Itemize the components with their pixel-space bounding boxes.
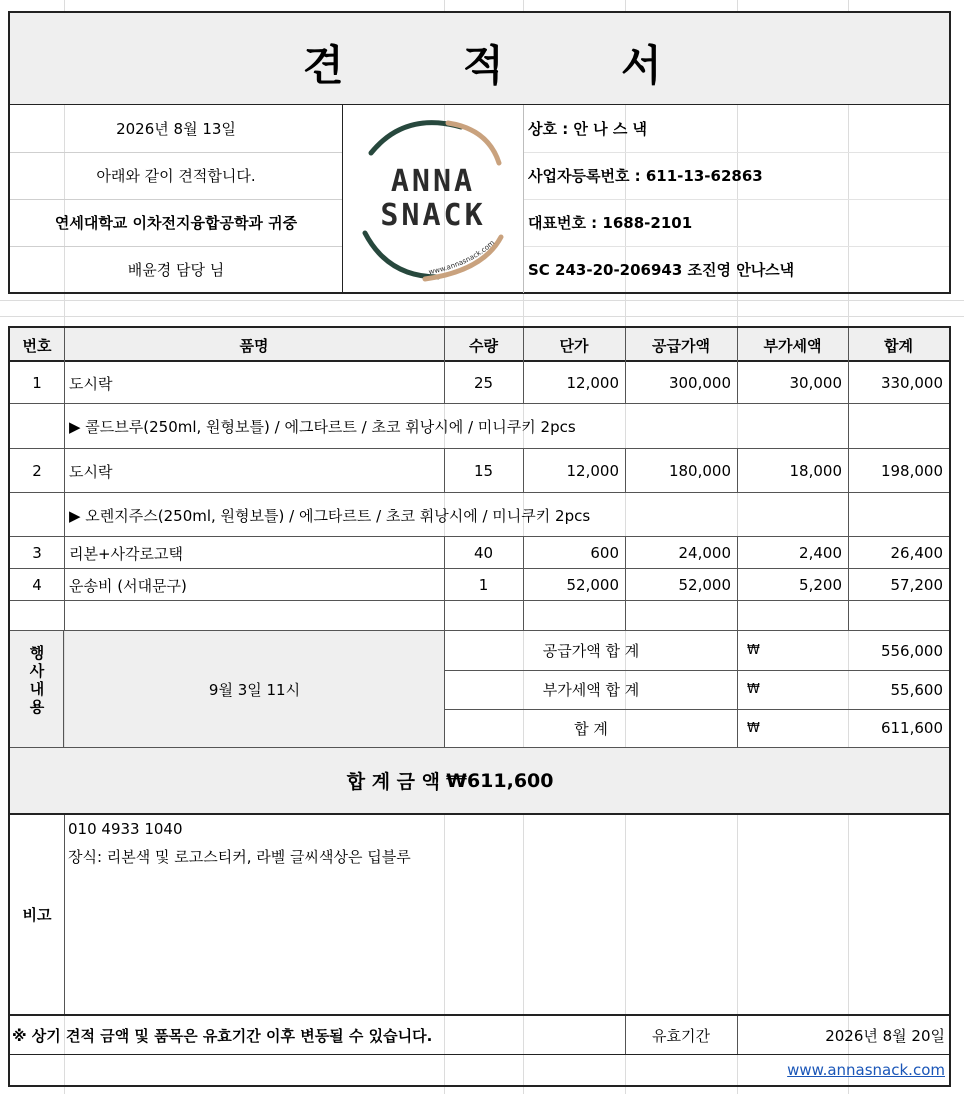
row-unit-price: 52,000: [566, 576, 619, 594]
row-vat-amount: 2,400: [799, 544, 842, 562]
title-char-1: 견: [303, 41, 344, 90]
row-unit-price: 12,000: [566, 374, 619, 392]
row-quantity: 40: [473, 544, 494, 562]
logo-arc-dark-top: [371, 123, 461, 153]
logo-url-path: www.annasnack.com: [427, 238, 497, 277]
row-detail-text: ▶ 콜드브루(250ml, 원형보틀) / 에그타르트 / 초코 휘낭시에 / 미니쿠키 2pcs: [69, 418, 576, 436]
summary-total-currency: ₩: [747, 720, 760, 736]
title-char-3: 서: [621, 41, 662, 90]
row-item-name: 도시락: [69, 462, 113, 481]
row-quantity: 1: [478, 576, 489, 594]
document-title: [8, 11, 951, 105]
grand-total-value: ₩611,600: [446, 769, 554, 792]
row-quantity: 15: [473, 462, 494, 480]
row-unit-price: 600: [590, 544, 619, 562]
row-total: 198,000: [880, 462, 943, 480]
logo-graphic: [343, 105, 523, 293]
business-registration: 사업자등록번호 : 611-13-62863: [528, 167, 763, 185]
row-unit-price: 12,000: [566, 462, 619, 480]
row-vat-amount: 18,000: [789, 462, 842, 480]
logo-arc-dark-bottom: [365, 233, 438, 277]
summary-vat-currency: ₩: [747, 682, 760, 697]
row-supply-amount: 180,000: [668, 462, 731, 480]
header-total: 합계: [884, 336, 913, 355]
summary-supply-currency: ₩: [747, 643, 760, 658]
row-number: 1: [32, 374, 42, 392]
validity-date: 2026년 8월 20일: [825, 1026, 945, 1045]
row-supply-amount: 300,000: [668, 374, 731, 392]
representative-number: 대표번호 : 1688-2101: [528, 214, 693, 232]
validity-label: 유효기간: [652, 1026, 710, 1045]
header-supply-amount: 공급가액: [652, 336, 710, 355]
remarks-line-2: 장식: 리본색 및 로고스티커, 라벨 글씨색상은 딥블루: [68, 848, 411, 866]
row-total: 57,200: [890, 576, 943, 594]
quote-date: 2026년 8월 13일: [116, 120, 236, 138]
table-row-empty: [10, 601, 949, 631]
logo-text-line1: ANNA: [390, 164, 476, 199]
header-vat-amount: 부가세액: [763, 336, 822, 355]
header-unit-price: 단가: [559, 336, 589, 355]
row-number: 3: [32, 544, 42, 562]
header-quantity: 수량: [469, 336, 498, 355]
row-quantity: 25: [473, 374, 494, 392]
remarks-box: [8, 814, 951, 1016]
row-item-name: 리본+사각로고택: [69, 544, 183, 563]
summary-vat-value: 55,600: [890, 680, 943, 699]
event-label: 행 사 내 용: [29, 644, 45, 716]
row-number: 4: [32, 576, 42, 594]
summary-supply-label: 공급가액 합 계: [542, 642, 640, 660]
grand-total-label: 합 계 금 액: [346, 771, 440, 793]
summary-vat-label: 부가세액 합 계: [542, 681, 640, 699]
remarks-label: 비고: [22, 906, 52, 924]
website-link[interactable]: www.annasnack.com: [787, 1061, 945, 1079]
validity-notice: ※ 상기 견적 금액 및 품목은 유효기간 이후 변동될 수 있습니다.: [12, 1026, 433, 1045]
header-number: 번호: [22, 336, 52, 355]
row-total: 26,400: [890, 544, 943, 562]
logo-text-line2: SNACK: [380, 198, 486, 233]
remarks-line-1: 010 4933 1040: [68, 820, 183, 838]
row-supply-amount: 52,000: [678, 576, 731, 594]
event-time: 9월 3일 11시: [208, 680, 301, 699]
summary-supply-value: 556,000: [880, 641, 943, 660]
title-char-2: 적: [463, 41, 504, 90]
row-vat-amount: 30,000: [789, 374, 842, 392]
company-logo: [343, 105, 523, 293]
row-item-name: 도시락: [69, 374, 113, 393]
company-name: 상호 : 안 나 스 낵: [528, 120, 648, 138]
contact-person: 배윤경 담당 님: [127, 261, 225, 279]
header-item-name: 품명: [239, 336, 269, 355]
summary-total-label: 합 계: [574, 719, 608, 738]
row-number: 2: [32, 462, 42, 480]
row-supply-amount: 24,000: [678, 544, 731, 562]
row-vat-amount: 5,200: [799, 576, 842, 594]
summary-total-value: 611,600: [880, 719, 943, 737]
recipient: 연세대학교 이차전지융합공학과 귀중: [54, 214, 298, 232]
row-detail-text: ▶ 오렌지주스(250ml, 원형보틀) / 에그타르트 / 초코 휘낭시에 / 미니쿠키 2pcs: [69, 506, 591, 525]
row-total: 330,000: [880, 374, 943, 392]
logo-arc-accent-top: [448, 123, 499, 163]
bank-account: SC 243-20-206943 조진영 안나스낵: [528, 261, 795, 279]
row-item-name: 운송비 (서대문구): [69, 576, 187, 595]
quote-intro: 아래와 같이 견적합니다.: [96, 167, 256, 185]
